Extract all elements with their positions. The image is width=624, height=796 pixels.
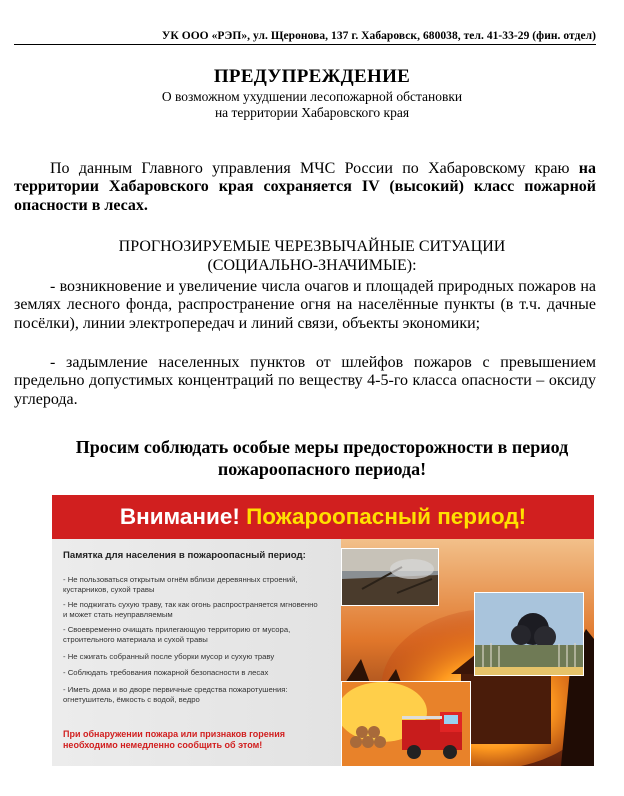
intro-paragraph bbox=[14, 160, 596, 215]
intro-normal-text: По данным Главного управления МЧС России по Хабаровскому краю bbox=[50, 160, 570, 177]
memo-item: - Не поджигать сухую траву, так как огонь распространяется мгновенно и может стать неуправляемым bbox=[63, 600, 318, 619]
forecast-heading bbox=[0, 237, 624, 275]
memo-item: - Соблюдать требования пожарной безопасности в лесах bbox=[63, 668, 269, 677]
call-line-1: Просим соблюдать особые меры предосторожности в период bbox=[75, 437, 569, 457]
banner-title bbox=[52, 495, 594, 539]
header-divider bbox=[14, 44, 596, 45]
fire-truck-photo bbox=[341, 681, 471, 766]
forecast-item-text: - задымление населенных пунктов от шлейфов пожаров с превышением предельно допустимых концентраций по веществу 4-5-го класса опасности – оксиду углерода. bbox=[14, 354, 596, 408]
fire-season-banner bbox=[52, 495, 594, 766]
memo-alert: При обнаружении пожара или признаков горения необходимо немедленно сообщить об этом! bbox=[63, 729, 286, 750]
memo-title: Памятка для населения в пожароопасный период: bbox=[63, 550, 306, 561]
intro-bold-text: на территории Хабаровского края сохраняется IV (высокий) класс пожарной опасности в лесах. bbox=[14, 160, 597, 214]
forecast-item bbox=[14, 278, 596, 333]
forecast-item-text: - возникновение и увеличение числа очагов и площадей природных пожаров на землях лесного фонда, распространение огня на населённые пункты (в т.ч. дачные посёлки), линии электропередач и линий связи, объекты экономики; bbox=[14, 278, 596, 332]
memo-item: - Не сжигать собранный после уборки мусор и сухую траву bbox=[63, 652, 275, 661]
forecast-item bbox=[14, 354, 596, 409]
subtitle-line-1: О возможном ухудшении лесопожарной обстановки bbox=[161, 89, 463, 104]
forecast-heading-line-2: (СОЦИАЛЬНО-ЗНАЧИМЫЕ): bbox=[207, 257, 417, 274]
memo-item: - Не пользоваться открытым огнём вблизи деревянных строений, кустарников, сухой травы bbox=[63, 575, 298, 594]
organization-header: УК ООО «РЭП», ул. Щеронова, 137 г. Хабаровск, 680038, тел. 41-33-29 (фин. отдел) bbox=[161, 30, 596, 42]
page-subtitle bbox=[0, 89, 624, 121]
call-line-2: пожароопасного периода! bbox=[217, 459, 427, 479]
banner-title-white: Внимание! bbox=[119, 504, 240, 529]
smoke-plume-photo bbox=[474, 592, 584, 676]
memo-item: - Иметь дома и во дворе первичные средства пожаротушения: огнетушитель, ёмкость с водой, ведро bbox=[63, 685, 288, 704]
forest-fire-photo bbox=[341, 548, 439, 606]
call-to-action bbox=[0, 436, 624, 480]
forecast-heading-line-1: ПРОГНОЗИРУЕМЫЕ ЧЕРЕЗВЫЧАЙНЫЕ СИТУАЦИИ bbox=[118, 238, 506, 255]
memo-item: - Своевременно очищать прилегающую территорию от мусора, строительного материала и сухой травы bbox=[63, 625, 291, 644]
banner-title-yellow: Пожароопасный период! bbox=[246, 504, 527, 529]
subtitle-line-2: на территории Хабаровского края bbox=[214, 105, 410, 120]
page-title: ПРЕДУПРЕЖДЕНИЕ bbox=[213, 66, 411, 87]
